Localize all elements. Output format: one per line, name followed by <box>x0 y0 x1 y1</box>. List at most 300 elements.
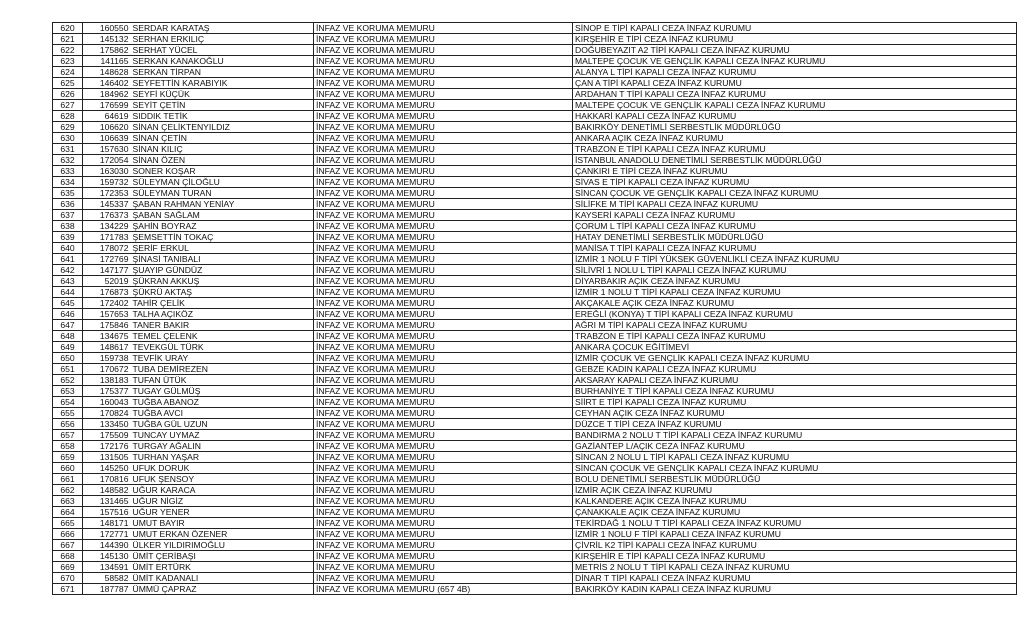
table-row <box>53 331 1017 342</box>
row-number-cell: 636 <box>53 199 83 210</box>
job-title-cell: İNFAZ VE KORUMA MEMURU <box>314 474 573 485</box>
row-number-cell: 624 <box>53 67 83 78</box>
job-title-cell: İNFAZ VE KORUMA MEMURU <box>314 452 573 463</box>
full-name-cell: TURHAN YAŞAR <box>131 452 314 463</box>
table-row <box>53 254 1017 265</box>
row-number-cell: 644 <box>53 287 83 298</box>
full-name-cell: TUĞBA AVCI <box>131 408 314 419</box>
job-title-cell: İNFAZ VE KORUMA MEMURU <box>314 34 573 45</box>
institution-cell: ÇANKIRI E TİPİ CEZA İNFAZ KURUMU <box>573 166 1017 177</box>
registry-id-cell: 170816 <box>83 474 131 485</box>
full-name-cell: TUBA DEMİREZEN <box>131 364 314 375</box>
table-row <box>53 452 1017 463</box>
registry-id-cell: 175862 <box>83 45 131 56</box>
job-title-cell: İNFAZ VE KORUMA MEMURU <box>314 111 573 122</box>
full-name-cell: ÜMMÜ ÇAPRAZ <box>131 584 314 595</box>
table-row <box>53 573 1017 584</box>
institution-cell: ÇAN A TİPİ KAPALI CEZA İNFAZ KURUMU <box>573 78 1017 89</box>
table-row <box>53 56 1017 67</box>
full-name-cell: TUGAY GÜLMÜŞ <box>131 386 314 397</box>
full-name-cell: TAHİR ÇELİK <box>131 298 314 309</box>
row-number-cell: 671 <box>53 584 83 595</box>
institution-cell: HAKKARİ KAPALI CEZA İNFAZ KURUMU <box>573 111 1017 122</box>
job-title-cell: İNFAZ VE KORUMA MEMURU <box>314 485 573 496</box>
table-row <box>53 551 1017 562</box>
institution-cell: MALTEPE ÇOCUK VE GENÇLİK KAPALI CEZA İNFAZ KURUMU <box>573 100 1017 111</box>
full-name-cell: SERHAN ERKILIÇ <box>131 34 314 45</box>
institution-cell: ANKARA AÇIK CEZA İNFAZ KURUMU <box>573 133 1017 144</box>
table-row <box>53 122 1017 133</box>
registry-id-cell: 178072 <box>83 243 131 254</box>
job-title-cell: İNFAZ VE KORUMA MEMURU <box>314 529 573 540</box>
job-title-cell: İNFAZ VE KORUMA MEMURU <box>314 45 573 56</box>
table-row <box>53 144 1017 155</box>
row-number-cell: 637 <box>53 210 83 221</box>
table-row <box>53 419 1017 430</box>
table-row <box>53 276 1017 287</box>
registry-id-cell: 148628 <box>83 67 131 78</box>
row-number-cell: 651 <box>53 364 83 375</box>
row-number-cell: 663 <box>53 496 83 507</box>
row-number-cell: 627 <box>53 100 83 111</box>
job-title-cell: İNFAZ VE KORUMA MEMURU <box>314 144 573 155</box>
job-title-cell: İNFAZ VE KORUMA MEMURU <box>314 320 573 331</box>
institution-cell: GAZİANTEP L/AÇIK CEZA İNFAZ KURUMU <box>573 441 1017 452</box>
full-name-cell: SERDAR KARATAŞ <box>131 23 314 34</box>
job-title-cell: İNFAZ VE KORUMA MEMURU <box>314 89 573 100</box>
row-number-cell: 668 <box>53 551 83 562</box>
institution-cell: METRİS 2 NOLU T TİPİ KAPALI CEZA İNFAZ KURUMU <box>573 562 1017 573</box>
job-title-cell: İNFAZ VE KORUMA MEMURU <box>314 463 573 474</box>
registry-id-cell: 58582 <box>83 573 131 584</box>
full-name-cell: ŞUAYIP GÜNDÜZ <box>131 265 314 276</box>
table-row <box>53 397 1017 408</box>
full-name-cell: ŞERİF ERKUL <box>131 243 314 254</box>
table-row <box>53 243 1017 254</box>
full-name-cell: UĞUR KARACA <box>131 485 314 496</box>
table-row <box>53 342 1017 353</box>
table-row <box>53 210 1017 221</box>
institution-cell: DİYARBAKIR AÇIK CEZA İNFAZ KURUMU <box>573 276 1017 287</box>
full-name-cell: ŞAHİN BOYRAZ <box>131 221 314 232</box>
job-title-cell: İNFAZ VE KORUMA MEMURU <box>314 551 573 562</box>
job-title-cell: İNFAZ VE KORUMA MEMURU <box>314 243 573 254</box>
job-title-cell: İNFAZ VE KORUMA MEMURU <box>314 265 573 276</box>
table-row <box>53 166 1017 177</box>
table-row <box>53 496 1017 507</box>
registry-id-cell: 138183 <box>83 375 131 386</box>
full-name-cell: TURGAY AĞALIN <box>131 441 314 452</box>
table-row <box>53 221 1017 232</box>
registry-id-cell: 157630 <box>83 144 131 155</box>
table-row <box>53 188 1017 199</box>
job-title-cell: İNFAZ VE KORUMA MEMURU <box>314 221 573 232</box>
row-number-cell: 625 <box>53 78 83 89</box>
table-row <box>53 364 1017 375</box>
institution-cell: ANKARA ÇOCUK EĞİTİMEVİ <box>573 342 1017 353</box>
institution-cell: EREĞLİ (KONYA) T TİPİ KAPALI CEZA İNFAZ KURUMU <box>573 309 1017 320</box>
institution-cell: CEYHAN AÇIK CEZA İNFAZ KURUMU <box>573 408 1017 419</box>
registry-id-cell: 148171 <box>83 518 131 529</box>
institution-cell: HATAY DENETİMLİ SERBESTLİK MÜDÜRLÜĞÜ <box>573 232 1017 243</box>
registry-id-cell: 163030 <box>83 166 131 177</box>
full-name-cell: TEMEL ÇELENK <box>131 331 314 342</box>
full-name-cell: TANER BAKIR <box>131 320 314 331</box>
job-title-cell: İNFAZ VE KORUMA MEMURU <box>314 397 573 408</box>
registry-id-cell: 176373 <box>83 210 131 221</box>
full-name-cell: TEVFİK URAY <box>131 353 314 364</box>
registry-id-cell: 176873 <box>83 287 131 298</box>
full-name-cell: SIDDIK TETİK <box>131 111 314 122</box>
job-title-cell: İNFAZ VE KORUMA MEMURU <box>314 122 573 133</box>
registry-id-cell: 106639 <box>83 133 131 144</box>
table-row <box>53 529 1017 540</box>
job-title-cell: İNFAZ VE KORUMA MEMURU <box>314 430 573 441</box>
row-number-cell: 653 <box>53 386 83 397</box>
registry-id-cell: 172353 <box>83 188 131 199</box>
registry-id-cell: 172054 <box>83 155 131 166</box>
full-name-cell: UĞUR YENER <box>131 507 314 518</box>
full-name-cell: ŞABAN RAHMAN YENİAY <box>131 199 314 210</box>
row-number-cell: 652 <box>53 375 83 386</box>
job-title-cell: İNFAZ VE KORUMA MEMURU <box>314 133 573 144</box>
job-title-cell: İNFAZ VE KORUMA MEMURU <box>314 23 573 34</box>
institution-cell: BAKIRKÖY DENETİMLİ SERBESTLİK MÜDÜRLÜĞÜ <box>573 122 1017 133</box>
full-name-cell: SERHAT YÜCEL <box>131 45 314 56</box>
institution-cell: İZMİR ÇOCUK VE GENÇLİK KAPALI CEZA İNFAZ KURUMU <box>573 353 1017 364</box>
row-number-cell: 670 <box>53 573 83 584</box>
job-title-cell: İNFAZ VE KORUMA MEMURU <box>314 540 573 551</box>
institution-cell: SİVAS E TİPİ KAPALI CEZA İNFAZ KURUMU <box>573 177 1017 188</box>
registry-id-cell: 133450 <box>83 419 131 430</box>
registry-id-cell: 170672 <box>83 364 131 375</box>
table-row <box>53 507 1017 518</box>
full-name-cell: TUĞBA ABANOZ <box>131 397 314 408</box>
registry-id-cell: 175509 <box>83 430 131 441</box>
table-row <box>53 78 1017 89</box>
row-number-cell: 661 <box>53 474 83 485</box>
table-row <box>53 441 1017 452</box>
full-name-cell: ÜLKER YILDIRIMOĞLU <box>131 540 314 551</box>
institution-cell: ÇANAKKALE AÇIK CEZA İNFAZ KURUMU <box>573 507 1017 518</box>
row-number-cell: 650 <box>53 353 83 364</box>
job-title-cell: İNFAZ VE KORUMA MEMURU <box>314 232 573 243</box>
institution-cell: SİNCAN 2 NOLU L TİPİ KAPALI CEZA İNFAZ KURUMU <box>573 452 1017 463</box>
institution-cell: SİLİVRİ 1 NOLU L TİPİ KAPALI CEZA İNFAZ KURUMU <box>573 265 1017 276</box>
institution-cell: ÇORUM L TİPİ KAPALI CEZA İNFAZ KURUMU <box>573 221 1017 232</box>
table-row <box>53 287 1017 298</box>
full-name-cell: SÜLEYMAN TURAN <box>131 188 314 199</box>
table-row <box>53 430 1017 441</box>
institution-cell: SİİRT E TİPİ KAPALI CEZA İNFAZ KURUMU <box>573 397 1017 408</box>
full-name-cell: ŞÜKRÜ AKTAŞ <box>131 287 314 298</box>
registry-id-cell: 106620 <box>83 122 131 133</box>
row-number-cell: 643 <box>53 276 83 287</box>
job-title-cell: İNFAZ VE KORUMA MEMURU <box>314 331 573 342</box>
row-number-cell: 646 <box>53 309 83 320</box>
job-title-cell: İNFAZ VE KORUMA MEMURU <box>314 573 573 584</box>
row-number-cell: 654 <box>53 397 83 408</box>
table-row <box>53 133 1017 144</box>
table-row <box>53 111 1017 122</box>
row-number-cell: 622 <box>53 45 83 56</box>
job-title-cell: İNFAZ VE KORUMA MEMURU <box>314 155 573 166</box>
full-name-cell: SİNAN ÇELİKTENYILDIZ <box>131 122 314 133</box>
row-number-cell: 658 <box>53 441 83 452</box>
row-number-cell: 659 <box>53 452 83 463</box>
table-row <box>53 474 1017 485</box>
table-row <box>53 518 1017 529</box>
full-name-cell: SİNAN KILIÇ <box>131 144 314 155</box>
job-title-cell: İNFAZ VE KORUMA MEMURU <box>314 177 573 188</box>
job-title-cell: İNFAZ VE KORUMA MEMURU <box>314 342 573 353</box>
row-number-cell: 632 <box>53 155 83 166</box>
row-number-cell: 631 <box>53 144 83 155</box>
full-name-cell: TEVEKGÜL TÜRK <box>131 342 314 353</box>
institution-cell: İZMİR 1 NOLU F TİPİ KAPALI CEZA İNFAZ KURUMU <box>573 529 1017 540</box>
institution-cell: TRABZON E TİPİ KAPALI CEZA İNFAZ KURUMU <box>573 331 1017 342</box>
job-title-cell: İNFAZ VE KORUMA MEMURU <box>314 309 573 320</box>
table-row <box>53 100 1017 111</box>
table-row <box>53 584 1017 595</box>
table-row <box>53 177 1017 188</box>
row-number-cell: 649 <box>53 342 83 353</box>
registry-id-cell: 64619 <box>83 111 131 122</box>
row-number-cell: 626 <box>53 89 83 100</box>
table-row <box>53 562 1017 573</box>
job-title-cell: İNFAZ VE KORUMA MEMURU (657 4B) <box>314 584 573 595</box>
row-number-cell: 634 <box>53 177 83 188</box>
row-number-cell: 648 <box>53 331 83 342</box>
institution-cell: AKSARAY KAPALI CEZA İNFAZ KURUMU <box>573 375 1017 386</box>
row-number-cell: 657 <box>53 430 83 441</box>
registry-id-cell: 175377 <box>83 386 131 397</box>
institution-cell: AKÇAKALE AÇIK CEZA İNFAZ KURUMU <box>573 298 1017 309</box>
institution-cell: SİNCAN ÇOCUK VE GENÇLİK KAPALI CEZA İNFAZ KURUMU <box>573 463 1017 474</box>
institution-cell: TEKİRDAĞ 1 NOLU T TİPİ KAPALI CEZA İNFAZ KURUMU <box>573 518 1017 529</box>
institution-cell: TRABZON E TİPİ KAPALI CEZA İNFAZ KURUMU <box>573 144 1017 155</box>
job-title-cell: İNFAZ VE KORUMA MEMURU <box>314 386 573 397</box>
full-name-cell: SÜLEYMAN ÇİLOĞLU <box>131 177 314 188</box>
job-title-cell: İNFAZ VE KORUMA MEMURU <box>314 287 573 298</box>
table-row <box>53 320 1017 331</box>
full-name-cell: SİNAN ÇETİN <box>131 133 314 144</box>
row-number-cell: 630 <box>53 133 83 144</box>
job-title-cell: İNFAZ VE KORUMA MEMURU <box>314 166 573 177</box>
row-number-cell: 665 <box>53 518 83 529</box>
institution-cell: DİNAR T TİPİ KAPALI CEZA İNFAZ KURUMU <box>573 573 1017 584</box>
registry-id-cell: 148582 <box>83 485 131 496</box>
full-name-cell: ŞABAN SAĞLAM <box>131 210 314 221</box>
table-row <box>53 463 1017 474</box>
job-title-cell: İNFAZ VE KORUMA MEMURU <box>314 562 573 573</box>
table-row <box>53 45 1017 56</box>
table-row <box>53 34 1017 45</box>
institution-cell: AĞRI M TİPİ KAPALI CEZA İNFAZ KURUMU <box>573 320 1017 331</box>
institution-cell: SİNOP E TİPİ KAPALI CEZA İNFAZ KURUMU <box>573 23 1017 34</box>
registry-id-cell: 145250 <box>83 463 131 474</box>
full-name-cell: SONER KOŞAR <box>131 166 314 177</box>
row-number-cell: 660 <box>53 463 83 474</box>
full-name-cell: UFUK ŞENSOY <box>131 474 314 485</box>
registry-id-cell: 134591 <box>83 562 131 573</box>
registry-id-cell: 131505 <box>83 452 131 463</box>
job-title-cell: İNFAZ VE KORUMA MEMURU <box>314 353 573 364</box>
full-name-cell: UĞUR NİGİZ <box>131 496 314 507</box>
registry-id-cell: 148617 <box>83 342 131 353</box>
job-title-cell: İNFAZ VE KORUMA MEMURU <box>314 67 573 78</box>
full-name-cell: SEYFİ KÜÇÜK <box>131 89 314 100</box>
institution-cell: SİLİFKE M TİPİ KAPALI CEZA İNFAZ KURUMU <box>573 199 1017 210</box>
full-name-cell: UMUT ERKAN ÖZENER <box>131 529 314 540</box>
table-row <box>53 408 1017 419</box>
table-row <box>53 375 1017 386</box>
institution-cell: KALKANDERE AÇIK CEZA İNFAZ KURUMU <box>573 496 1017 507</box>
registry-id-cell: 52019 <box>83 276 131 287</box>
institution-cell: İZMİR 1 NOLU F TİPİ YÜKSEK GÜVENLİKLİ CEZA İNFAZ KURUMU <box>573 254 1017 265</box>
job-title-cell: İNFAZ VE KORUMA MEMURU <box>314 78 573 89</box>
job-title-cell: İNFAZ VE KORUMA MEMURU <box>314 100 573 111</box>
institution-cell: İSTANBUL ANADOLU DENETİMLİ SERBESTLİK MÜDÜRLÜĞÜ <box>573 155 1017 166</box>
table-row <box>53 298 1017 309</box>
full-name-cell: TUĞBA GÜL UZUN <box>131 419 314 430</box>
job-title-cell: İNFAZ VE KORUMA MEMURU <box>314 507 573 518</box>
row-number-cell: 635 <box>53 188 83 199</box>
job-title-cell: İNFAZ VE KORUMA MEMURU <box>314 419 573 430</box>
row-number-cell: 664 <box>53 507 83 518</box>
institution-cell: ALANYA L TİPİ KAPALI CEZA İNFAZ KURUMU <box>573 67 1017 78</box>
job-title-cell: İNFAZ VE KORUMA MEMURU <box>314 496 573 507</box>
full-name-cell: ŞİNASİ TANIBALI <box>131 254 314 265</box>
full-name-cell: UMUT BAYIR <box>131 518 314 529</box>
registry-id-cell: 145337 <box>83 199 131 210</box>
row-number-cell: 669 <box>53 562 83 573</box>
row-number-cell: 655 <box>53 408 83 419</box>
table-row <box>53 485 1017 496</box>
institution-cell: ARDAHAN T TİPİ KAPALI CEZA İNFAZ KURUMU <box>573 89 1017 100</box>
registry-id-cell: 145130 <box>83 551 131 562</box>
institution-cell: İZMİR 1 NOLU T TİPİ KAPALI CEZA İNFAZ KURUMU <box>573 287 1017 298</box>
registry-id-cell: 171783 <box>83 232 131 243</box>
registry-id-cell: 131465 <box>83 496 131 507</box>
table-row <box>53 67 1017 78</box>
full-name-cell: ŞEMSETTİN TOKAÇ <box>131 232 314 243</box>
job-title-cell: İNFAZ VE KORUMA MEMURU <box>314 210 573 221</box>
institution-cell: BAKIRKÖY KADIN KAPALI CEZA İNFAZ KURUMU <box>573 584 1017 595</box>
row-number-cell: 662 <box>53 485 83 496</box>
registry-id-cell: 159738 <box>83 353 131 364</box>
row-number-cell: 667 <box>53 540 83 551</box>
institution-cell: BOLU DENETİMLİ SERBESTLİK MÜDÜRLÜĞÜ <box>573 474 1017 485</box>
registry-id-cell: 134229 <box>83 221 131 232</box>
table-row <box>53 386 1017 397</box>
job-title-cell: İNFAZ VE KORUMA MEMURU <box>314 56 573 67</box>
full-name-cell: UFUK DORUK <box>131 463 314 474</box>
table-row <box>53 23 1017 34</box>
personnel-table <box>52 22 1017 595</box>
full-name-cell: ÜMİT ÇERİBAŞI <box>131 551 314 562</box>
job-title-cell: İNFAZ VE KORUMA MEMURU <box>314 518 573 529</box>
full-name-cell: SERKAN TİRPAN <box>131 67 314 78</box>
row-number-cell: 639 <box>53 232 83 243</box>
row-number-cell: 633 <box>53 166 83 177</box>
job-title-cell: İNFAZ VE KORUMA MEMURU <box>314 276 573 287</box>
registry-id-cell: 134675 <box>83 331 131 342</box>
table-row <box>53 265 1017 276</box>
registry-id-cell: 159732 <box>83 177 131 188</box>
registry-id-cell: 172402 <box>83 298 131 309</box>
registry-id-cell: 187787 <box>83 584 131 595</box>
full-name-cell: ŞÜKRAN AKKUŞ <box>131 276 314 287</box>
full-name-cell: ÜMİT ERTÜRK <box>131 562 314 573</box>
full-name-cell: TUNCAY UYMAZ <box>131 430 314 441</box>
registry-id-cell: 147177 <box>83 265 131 276</box>
registry-id-cell: 141165 <box>83 56 131 67</box>
row-number-cell: 645 <box>53 298 83 309</box>
institution-cell: BURHANİYE T TİPİ KAPALI CEZA İNFAZ KURUMU <box>573 386 1017 397</box>
table-row <box>53 199 1017 210</box>
institution-cell: MALTEPE ÇOCUK VE GENÇLİK KAPALI CEZA İNFAZ KURUMU <box>573 56 1017 67</box>
full-name-cell: TUFAN ÜTÜK <box>131 375 314 386</box>
table-row <box>53 155 1017 166</box>
job-title-cell: İNFAZ VE KORUMA MEMURU <box>314 364 573 375</box>
registry-id-cell: 175846 <box>83 320 131 331</box>
registry-id-cell: 172176 <box>83 441 131 452</box>
registry-id-cell: 172769 <box>83 254 131 265</box>
registry-id-cell: 157516 <box>83 507 131 518</box>
table-row <box>53 309 1017 320</box>
institution-cell: KIRŞEHİR E TİPİ KAPALI CEZA İNFAZ KURUMU <box>573 551 1017 562</box>
table-row <box>53 353 1017 364</box>
table-row <box>53 540 1017 551</box>
job-title-cell: İNFAZ VE KORUMA MEMURU <box>314 254 573 265</box>
institution-cell: GEBZE KADIN KAPALI CEZA İNFAZ KURUMU <box>573 364 1017 375</box>
row-number-cell: 641 <box>53 254 83 265</box>
full-name-cell: ÜMİT KADANALI <box>131 573 314 584</box>
registry-id-cell: 160043 <box>83 397 131 408</box>
registry-id-cell: 146402 <box>83 78 131 89</box>
job-title-cell: İNFAZ VE KORUMA MEMURU <box>314 408 573 419</box>
registry-id-cell: 184962 <box>83 89 131 100</box>
registry-id-cell: 172771 <box>83 529 131 540</box>
row-number-cell: 640 <box>53 243 83 254</box>
row-number-cell: 647 <box>53 320 83 331</box>
row-number-cell: 629 <box>53 122 83 133</box>
table-row <box>53 89 1017 100</box>
registry-id-cell: 160550 <box>83 23 131 34</box>
full-name-cell: SEYİT ÇETİN <box>131 100 314 111</box>
row-number-cell: 628 <box>53 111 83 122</box>
row-number-cell: 666 <box>53 529 83 540</box>
full-name-cell: SEYFETTİN KARABIYIK <box>131 78 314 89</box>
row-number-cell: 620 <box>53 23 83 34</box>
job-title-cell: İNFAZ VE KORUMA MEMURU <box>314 375 573 386</box>
job-title-cell: İNFAZ VE KORUMA MEMURU <box>314 441 573 452</box>
institution-cell: SİNCAN ÇOCUK VE GENÇLİK KAPALI CEZA İNFAZ KURUMU <box>573 188 1017 199</box>
personnel-table-body <box>53 23 1017 595</box>
full-name-cell: TALHA AÇIKÖZ <box>131 309 314 320</box>
registry-id-cell: 145132 <box>83 34 131 45</box>
registry-id-cell: 157653 <box>83 309 131 320</box>
row-number-cell: 621 <box>53 34 83 45</box>
row-number-cell: 638 <box>53 221 83 232</box>
registry-id-cell: 144390 <box>83 540 131 551</box>
row-number-cell: 642 <box>53 265 83 276</box>
job-title-cell: İNFAZ VE KORUMA MEMURU <box>314 188 573 199</box>
registry-id-cell: 176599 <box>83 100 131 111</box>
institution-cell: BANDIRMA 2 NOLU T TİPİ KAPALI CEZA İNFAZ KURUMU <box>573 430 1017 441</box>
job-title-cell: İNFAZ VE KORUMA MEMURU <box>314 298 573 309</box>
